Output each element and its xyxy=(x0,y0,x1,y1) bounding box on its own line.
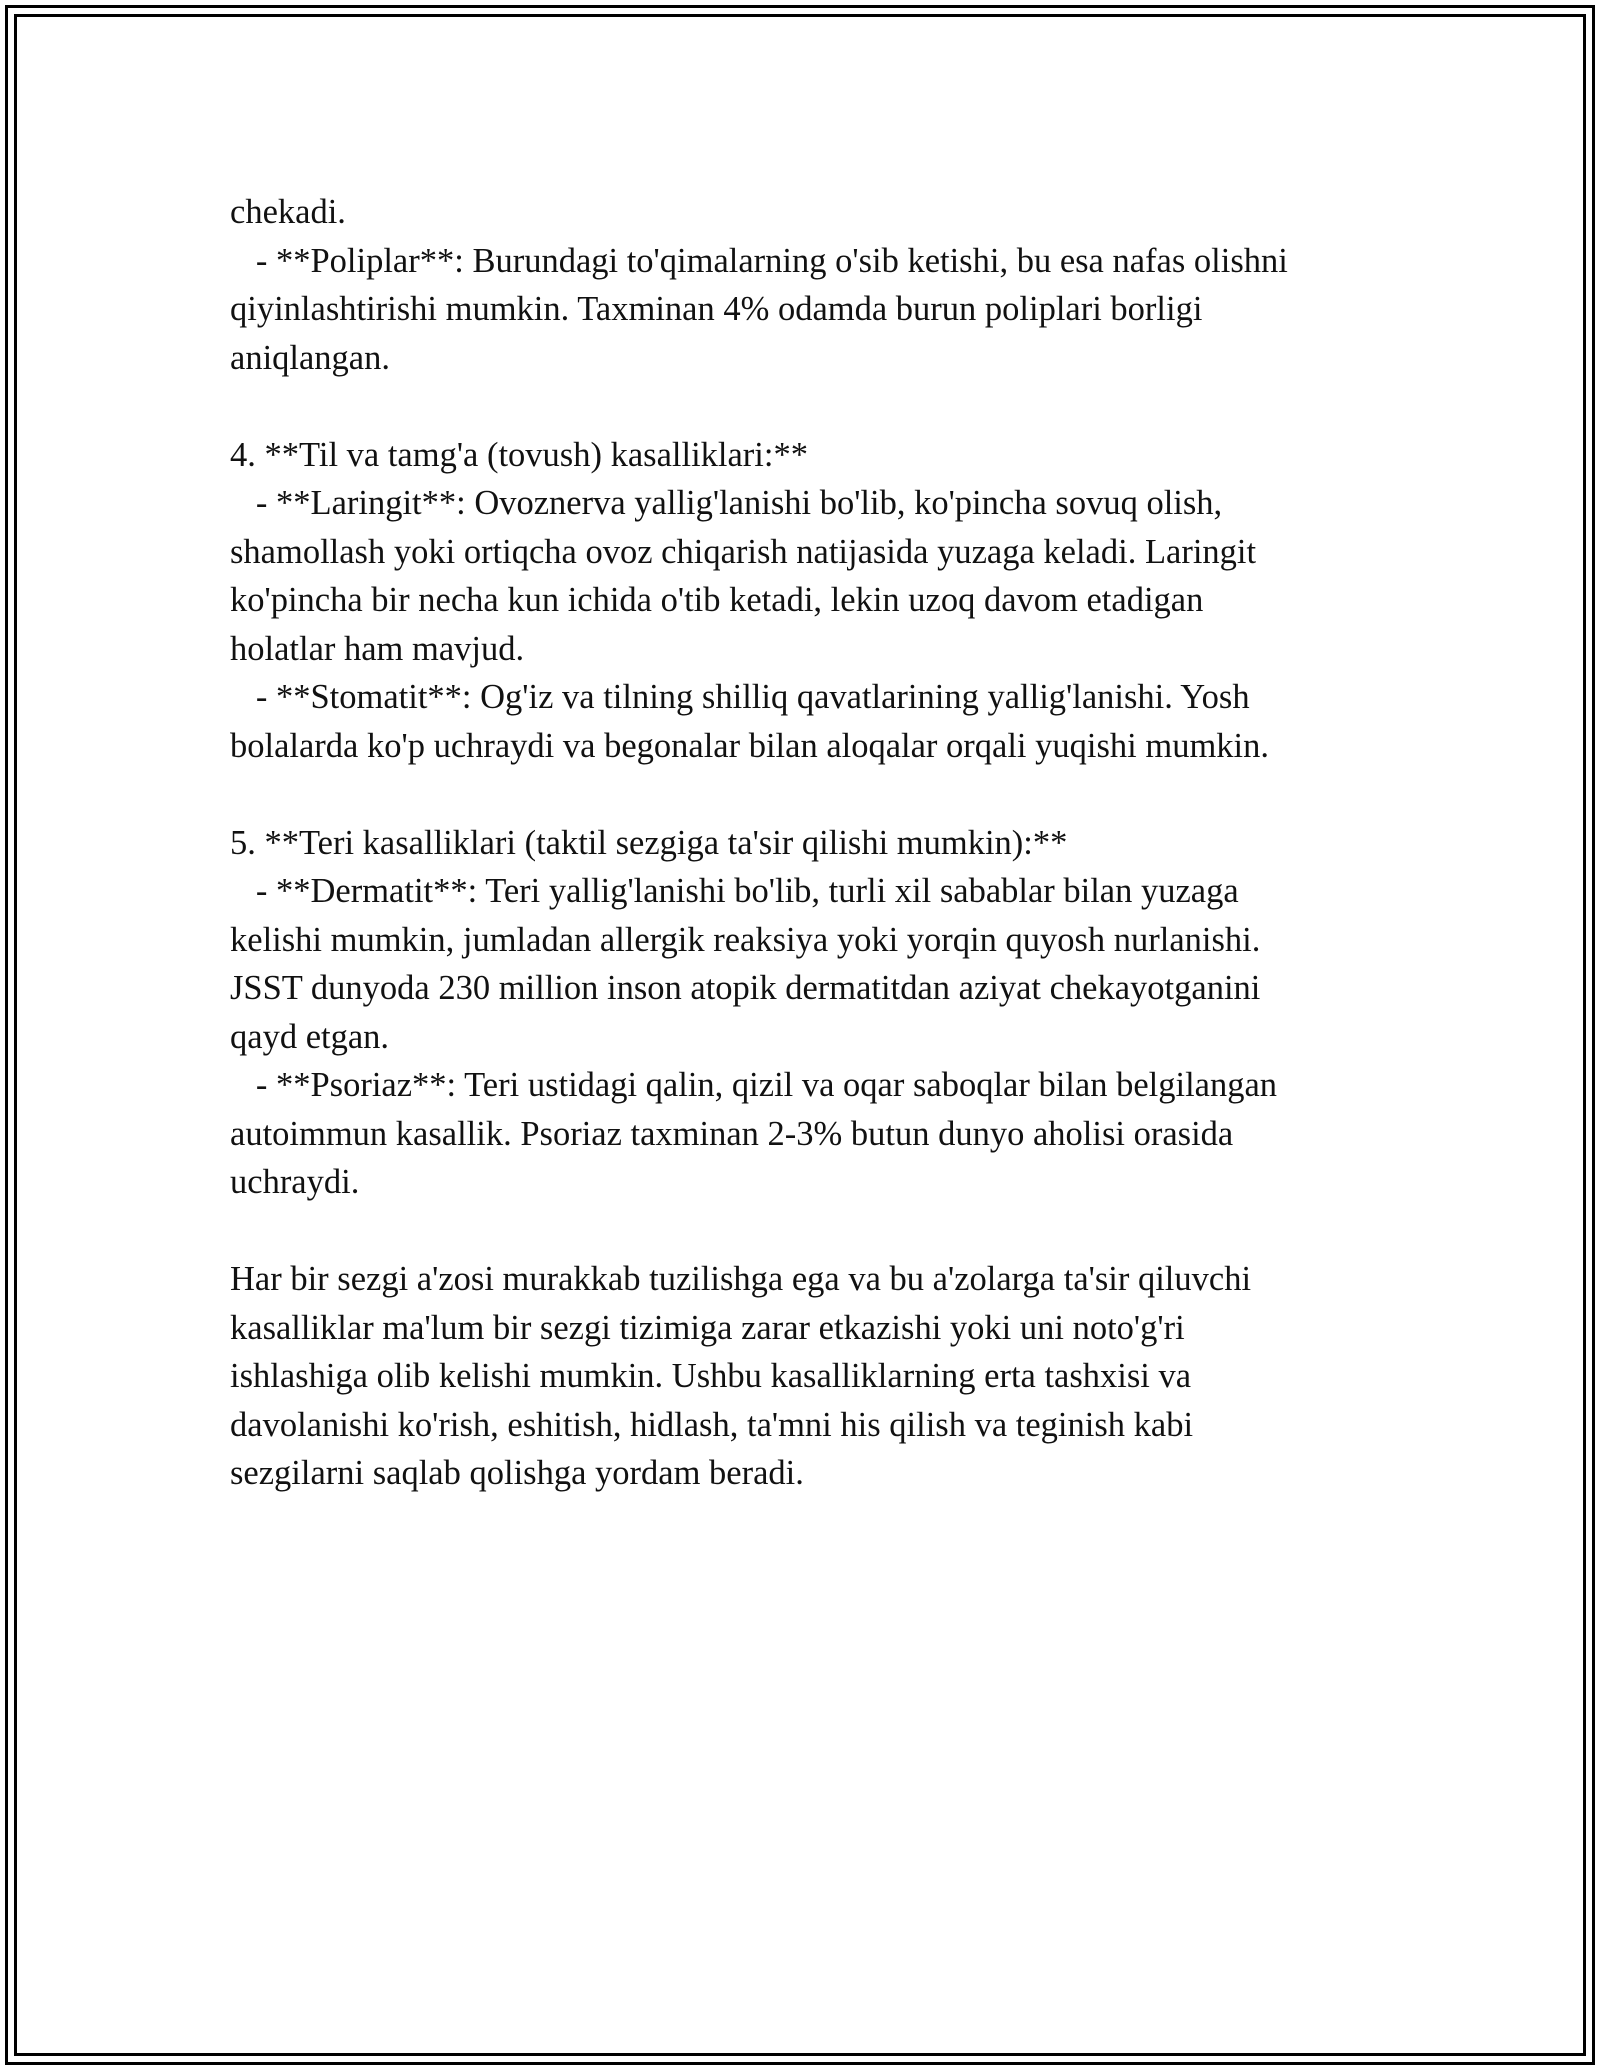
blank-line xyxy=(230,1207,1410,1256)
text-line: ishlashiga olib kelishi mumkin. Ushbu kasalliklarning erta tashxisi va xyxy=(230,1357,1192,1395)
section-heading: 5. **Teri kasalliklari (taktil sezgiga ta'sir qilishi mumkin):** xyxy=(230,823,1068,862)
text-line: - **Poliplar**: Burundagi to'qimalarning o'sib ketishi, bu esa nafas olishni xyxy=(230,241,1288,280)
text-line: - **Dermatit**: Teri yallig'lanishi bo'lib, turli xil sabablar bilan yuzaga xyxy=(230,872,1239,910)
text-line: - **Laringit**: Ovoznerva yallig'lanishi bo'lib, ko'pincha sovuq olish, xyxy=(230,484,1223,522)
text-line: - **Stomatit**: Og'iz va tilning shilliq qavatlarining yallig'lanishi. Yosh xyxy=(230,678,1250,716)
text-line: - **Psoriaz**: Teri ustidagi qalin, qizil va oqar saboqlar bilan belgilangan xyxy=(230,1066,1278,1104)
text-line: kasalliklar ma'lum bir sezgi tizimiga zarar etkazishi yoki uni noto'g'ri xyxy=(230,1308,1185,1347)
text-line: aniqlangan. xyxy=(230,338,390,377)
text-line: sezgilarni saqlab qolishga yordam beradi. xyxy=(230,1454,804,1492)
text-line: kelishi mumkin, jumladan allergik reaksiya yoki yorqin quyosh nurlanishi. xyxy=(230,920,1261,959)
text-line: holatlar ham mavjud. xyxy=(230,629,525,668)
blank-line xyxy=(230,382,1410,431)
text-line: ko'pincha bir necha kun ichida o'tib ketadi, lekin uzoq davom etadigan xyxy=(230,581,1204,619)
text-line: chekadi. xyxy=(230,193,346,231)
text-line: davolanishi ko'rish, eshitish, hidlash, ta'mni his qilish va teginish kabi xyxy=(230,1405,1194,1444)
text-line: bolalarda ko'p uchraydi va begonalar bilan aloqalar orqali yuqishi mumkin. xyxy=(230,726,1269,765)
text-line: uchraydi. xyxy=(230,1163,360,1201)
text-line: qayd etgan. xyxy=(230,1017,390,1056)
text-line: Har bir sezgi a'zosi murakkab tuzilishga ega va bu a'zolarga ta'sir qiluvchi xyxy=(230,1260,1252,1298)
document-body xyxy=(230,188,1410,1498)
text-line: autoimmun kasallik. Psoriaz taxminan 2-3% butun dunyo aholisi orasida xyxy=(230,1114,1234,1153)
text-line: shamollash yoki ortiqcha ovoz chiqarish natijasida yuzaga keladi. Laringit xyxy=(230,532,1257,571)
section-heading: 4. **Til va tamg'a (tovush) kasalliklari:** xyxy=(230,435,808,474)
blank-line xyxy=(230,770,1410,819)
text-line: qiyinlashtirishi mumkin. Taxminan 4% odamda burun poliplari borligi xyxy=(230,290,1203,328)
text-line: JSST dunyoda 230 million inson atopik dermatitdan aziyat chekayotganini xyxy=(230,969,1261,1007)
